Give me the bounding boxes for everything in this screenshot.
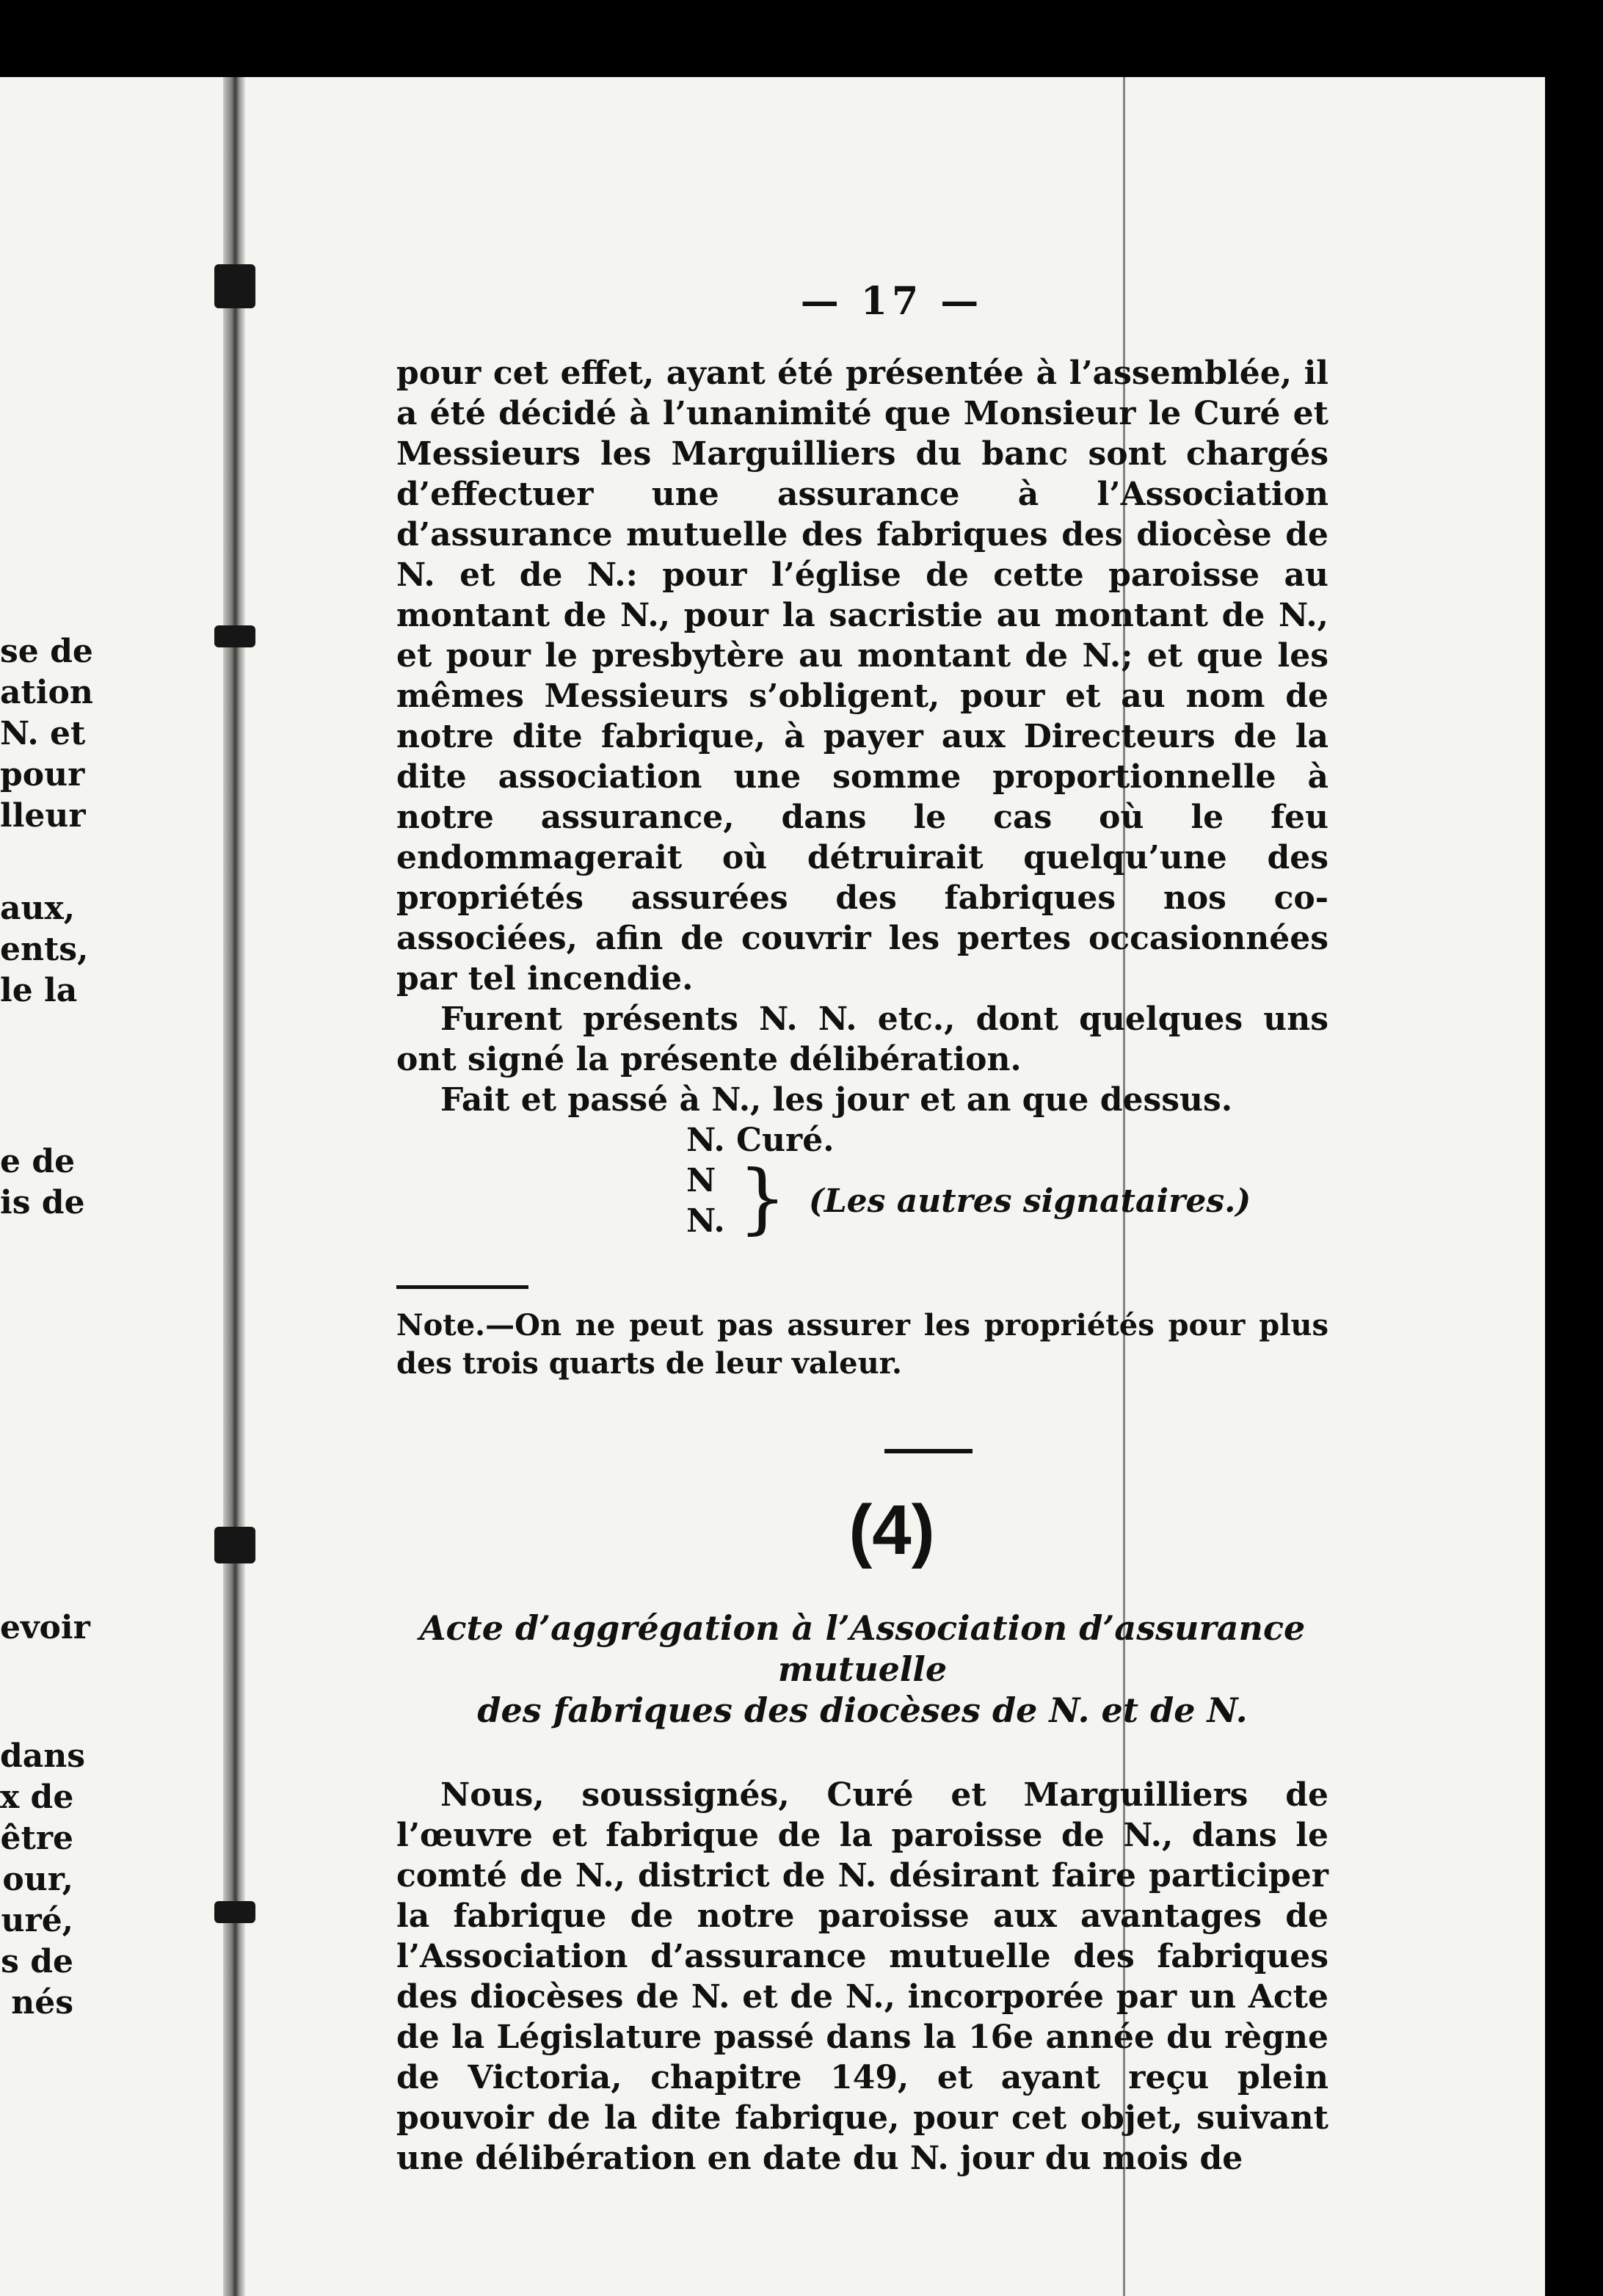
paragraph-deliberation: pour cet effet, ayant été présentée à l’assemblée, il a été décidé à l’unanimité que Monsieur le Curé et Messieurs les Marguilliers du banc sont chargés d’effectuer une assurance à l’Association d’assurance mutuelle des fabriques des diocèse de N. et de N.: pour l’église de cette paroisse au montant de N., pour la sacristie au montant de N., et pour le presbytère au montant de N.; et que les mêmes Messieurs s’obligent, pour et au nom de notre dite fabrique, à payer aux Directeurs de la dite association une somme proportionnelle à notre assurance, dans le cas où le feu endommagerait où détruirait quelqu’une des propriétés assurées des fabriques nos co-associées, afin de couvrir les pertes occasionnées par tel incendie. bbox=[396, 355, 1328, 998]
facing-page-fragment-line: lleur bbox=[0, 797, 86, 835]
page-number: — 17 — bbox=[800, 279, 984, 324]
section-divider bbox=[884, 1449, 973, 1453]
facing-page-fragment-line: être bbox=[0, 1820, 73, 1857]
footnote: Note.—On ne peut pas assurer les propriétés pour plus des trois quarts de leur valeur. bbox=[396, 1308, 1328, 1381]
facing-page-fragment-group bbox=[0, 1607, 90, 1649]
facing-page-fragment-line: dans bbox=[0, 1737, 86, 1775]
paragraph-present: Furent présents N. N. etc., dont quelques uns ont signé la présente délibération. bbox=[396, 1000, 1328, 1078]
facing-page-fragment-group bbox=[0, 1736, 86, 2024]
facing-page-fragment-line: ents, bbox=[0, 931, 89, 968]
facing-page-fragment-line: our, bbox=[2, 1861, 73, 1898]
signature-block bbox=[396, 1120, 1328, 1241]
facing-page-fragment-line: e de bbox=[0, 1143, 76, 1180]
signature-name: N. bbox=[686, 1202, 725, 1240]
brace-glyph: } bbox=[738, 1153, 787, 1243]
paragraph-done: Fait et passé à N., les jour et an que dessus. bbox=[440, 1081, 1233, 1119]
signature-cure: N. Curé. bbox=[686, 1122, 835, 1159]
facing-page-fragment-line: nés bbox=[11, 1984, 73, 2021]
act-title bbox=[396, 1607, 1328, 1731]
facing-page-fragment-line: evoir bbox=[0, 1609, 90, 1646]
signature-list bbox=[686, 1160, 725, 1241]
facing-page-fragment-line: se de bbox=[0, 633, 93, 670]
facing-page-fragment-group bbox=[0, 1141, 85, 1224]
facing-page-fragment-line: s de bbox=[1, 1943, 73, 1980]
binding-stitch bbox=[214, 264, 255, 308]
facing-page-fragment-line: N. et bbox=[0, 715, 86, 752]
footnote-rule bbox=[396, 1285, 528, 1289]
facing-page-fragment-group bbox=[0, 888, 89, 1011]
facing-page-fragment-group bbox=[0, 631, 93, 837]
facing-page-fragment-line: ation bbox=[0, 674, 93, 711]
facing-page-fragment-line: le la bbox=[0, 972, 78, 1009]
paragraph-act: Nous, soussignés, Curé et Marguilliers de l’œuvre et fabrique de la paroisse de N., dans le comté de N., district de N. désirant faire participer la fabrique de notre paroisse aux avantages de l’Association d’assurance mutuelle des fabriques des diocèses de N. et de N., incorporée par un Acte de la Législature passé dans la 16e année du règne de Victoria, chapitre 149, et ayant reçu plein pouvoir de la dite fabrique, pour cet objet, suivant une délibération en date du N. jour du mois de bbox=[396, 1776, 1328, 2177]
binding-stitch bbox=[214, 625, 255, 647]
section-number: (4) bbox=[848, 1491, 935, 1569]
act-title-line: des fabriques des diocèses de N. et de N. bbox=[477, 1690, 1248, 1730]
act-title-line: Acte d’aggrégation à l’Association d’assurance mutuelle bbox=[419, 1608, 1306, 1689]
facing-page-fragment-line: x de bbox=[0, 1779, 74, 1816]
binding-stitch bbox=[214, 1527, 255, 1563]
binding-stitch bbox=[214, 1901, 255, 1923]
printed-page bbox=[396, 279, 1328, 2179]
facing-page-fragment-line: uré, bbox=[1, 1902, 73, 1939]
facing-page-fragment-line: aux, bbox=[0, 890, 76, 927]
facing-page-fragment-line: is de bbox=[0, 1184, 85, 1221]
book-spine bbox=[223, 77, 245, 2296]
signature-name: N bbox=[686, 1162, 716, 1199]
signature-brace-label: (Les autres signataires.) bbox=[808, 1182, 1251, 1220]
facing-page-fragment-line: pour bbox=[0, 756, 85, 793]
